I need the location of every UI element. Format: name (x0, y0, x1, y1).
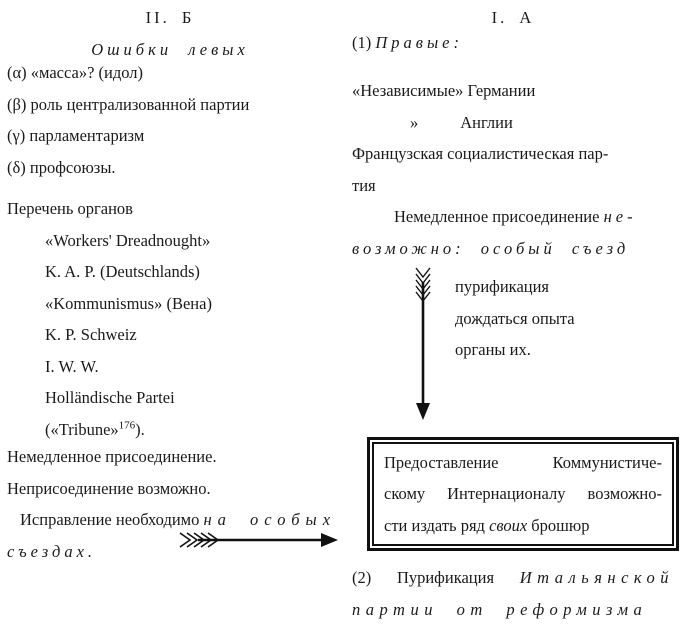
organ-item: «Kommunismus» (Вена) (45, 293, 212, 313)
joining-regular: Немедленное присоединение (394, 207, 604, 226)
correction-italic-1: на особых (203, 510, 337, 529)
left-items (7, 57, 333, 183)
organ-item: K. P. Schweiz (45, 325, 137, 344)
note-item: пурификация (455, 277, 550, 296)
left-column (7, 2, 337, 567)
note-item: органы их. (455, 340, 531, 359)
list-item: (δ) профсоюзы. (7, 157, 116, 177)
organ-list (7, 225, 333, 446)
list-item: (β) роль централизованной партии (7, 94, 250, 114)
footnote-reference: 176 (118, 419, 136, 431)
item-2-label: Пурификация (396, 568, 495, 587)
list-item: (α) «масса»? (идол) (7, 63, 144, 82)
box-line3-emphasis: своих (489, 515, 528, 535)
organ-item: «Workers' Dreadnought» (45, 230, 211, 250)
nojoin-line: Неприсоединение возможно. (7, 478, 211, 498)
ditto-mark: » (410, 112, 419, 132)
item-2-italic-2: партии от реформизма (352, 599, 648, 619)
item-2-italic-1: Итальянской (519, 568, 674, 587)
left-subheader: Ошибки левых (91, 39, 249, 59)
box-line: скому Интернационалу возможно- (384, 484, 662, 503)
condition-notes (352, 271, 674, 366)
joining-line-1 (352, 201, 674, 233)
box-line (384, 510, 662, 542)
box-line3-post: брошюр (527, 515, 590, 535)
organ-item: K. A. P. (Deutschlands) (45, 262, 200, 281)
organ-item: Holländische Partei (45, 388, 175, 407)
french-party-line-2: тия (352, 175, 376, 195)
joining-line-2: возможно: особый съезд (352, 238, 630, 258)
list-item: (γ) парламентаризм (7, 126, 145, 145)
right-arrow-icon (178, 529, 338, 551)
organ-list-title: Перечень органов (7, 199, 133, 218)
framed-resolution-inner (372, 442, 674, 547)
right-header: I. А (491, 8, 535, 27)
organ-item: I. W. W. (45, 356, 99, 376)
join-line: Немедленное присоединение. (7, 447, 217, 466)
joining-italic: не- (603, 207, 637, 226)
french-party-line-1: Французская социалистическая пар- (352, 144, 609, 163)
box-line: Предоставление Коммунистиче- (384, 452, 662, 472)
right-column (352, 2, 674, 624)
independents-line-1: «Независимые» Германии (352, 81, 536, 100)
item-1-number: (1) (352, 32, 372, 52)
independents-line-2 (352, 107, 674, 139)
item-1-label: Правые: (375, 32, 463, 52)
box-line3-pre: сти издать ряд (384, 515, 490, 535)
item-2-heading (352, 562, 674, 594)
tribune-close: ). (135, 419, 145, 439)
item-2-number: (2) (352, 568, 372, 587)
left-header: II. Б (145, 8, 195, 27)
correction-line-2: съездах. (7, 541, 97, 561)
independents-country: Англии (460, 112, 513, 132)
correction-regular: Исправление необходимо (20, 510, 204, 529)
framed-resolution-box (367, 437, 679, 552)
note-item: дождаться опыта (455, 308, 575, 328)
tribune-text: («Tribune» (45, 419, 119, 439)
